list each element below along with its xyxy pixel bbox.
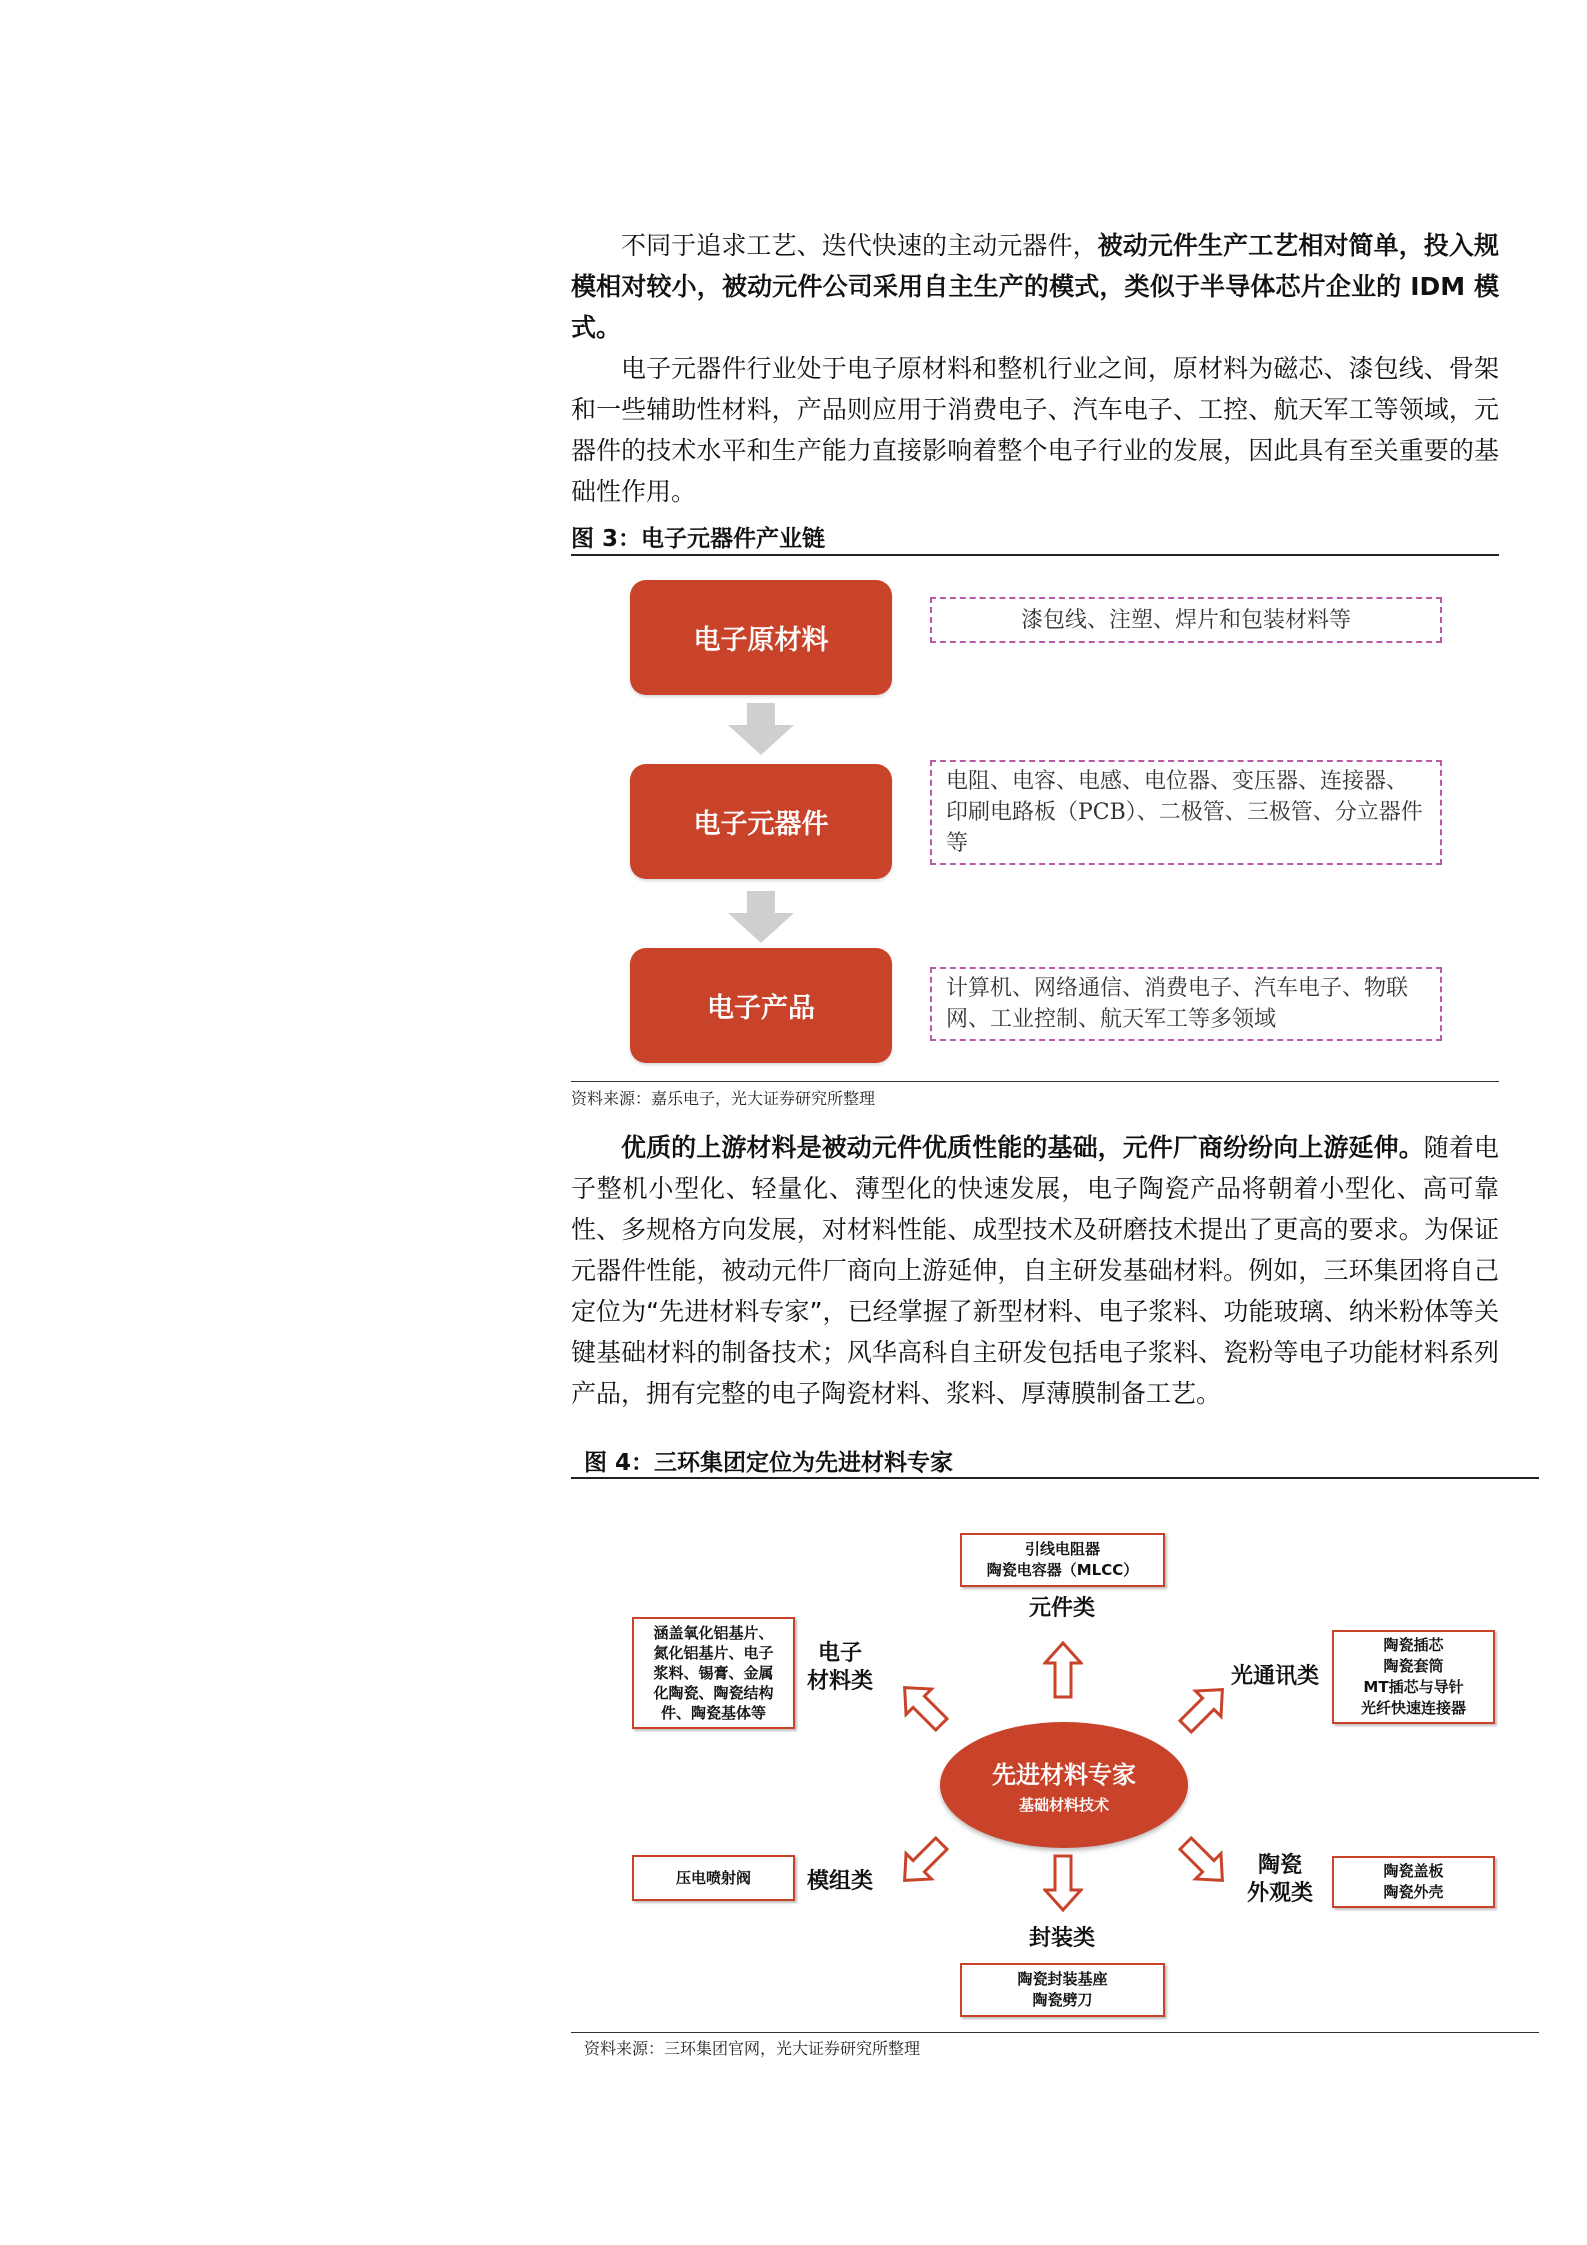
packaging-label: 封装类 xyxy=(1028,1926,1095,1951)
figure-4-source: 资料来源：三环集团官网，光大证券研究所整理 xyxy=(584,2039,921,2058)
optical-items: 陶瓷插芯 陶瓷套筒 MT插芯与导针 光纤快速连接器 xyxy=(1360,1636,1466,1717)
components-items: 引线电阻器 陶瓷电容器（MLCC） xyxy=(986,1540,1139,1579)
chain-stage-raw-materials: 电子原材料 xyxy=(630,580,892,695)
materials-items-box xyxy=(632,1617,795,1729)
appearance-label: 陶瓷 外观类 xyxy=(1246,1853,1313,1906)
module-label: 模组类 xyxy=(806,1869,873,1894)
paragraph-1-bold: 被动元件生产工艺相对简单，投入规模相对较小，被动元件公司采用自主生产的模式，类似于半导体芯片企业的 IDM 模式。 xyxy=(571,231,1499,342)
figure-4-top-rule xyxy=(571,1477,1539,1479)
appearance-items-box xyxy=(1332,1856,1495,1908)
chain-stage-components: 电子元器件 xyxy=(630,764,892,879)
paragraph-1 xyxy=(571,225,1499,348)
paragraph-2: 电子元器件行业处于电子原材料和整机行业之间，原材料为磁芯、漆包线、骨架和一些辅助性材料，产品则应用于消费电子、汽车电子、工控、航天军工等领域，元器件的技术水平和生产能力直接影响着整个电子行业的发展，因此具有至关重要的基础性作用。 xyxy=(571,354,1499,506)
module-items: 压电喷射阀 xyxy=(675,1868,751,1887)
paragraph-3 xyxy=(571,1127,1499,1414)
components-items-box xyxy=(960,1533,1165,1587)
arrow-upper-left xyxy=(895,1678,951,1734)
module-items-box xyxy=(632,1855,795,1901)
center-title: 先进材料专家 xyxy=(992,1761,1136,1789)
arrow-down xyxy=(1043,1854,1083,1912)
down-arrow-1 xyxy=(728,703,794,755)
packaging-items: 陶瓷封装基座 陶瓷劈刀 xyxy=(1017,1970,1108,2009)
figure-4-bottom-rule xyxy=(571,2032,1539,2033)
materials-label: 电子 材料类 xyxy=(806,1641,873,1694)
arrow-up xyxy=(1043,1641,1083,1699)
down-arrow-2 xyxy=(728,891,794,943)
appearance-items: 陶瓷盖板 陶瓷外壳 xyxy=(1383,1862,1444,1901)
optical-items-box xyxy=(1332,1630,1495,1724)
optical-label: 光通讯类 xyxy=(1230,1664,1319,1689)
chain-stage-products: 电子产品 xyxy=(630,948,892,1063)
figure-4-title: 图 4：三环集团定位为先进材料专家 xyxy=(584,1450,954,1476)
figure-3-bottom-rule xyxy=(571,1081,1499,1082)
chain-detail-components: 电阻、电容、电感、电位器、变压器、连接器、印刷电路板（PCB）、二极管、三极管、分立器件等 xyxy=(930,760,1442,865)
paragraph-3-normal: 随着电子整机小型化、轻量化、薄型化的快速发展，电子陶瓷产品将朝着小型化、高可靠性、多规格方向发展，对材料性能、成型技术及研磨技术提出了更高的要求。为保证元器件性能，被动元件厂商向上游延伸，自主研发基础材料。例如，三环集团将自己定位为“先进材料专家”，已经掌握了新型材料、电子浆料、功能玻璃、纳米粉体等关键基础材料的制备技术；风华高科自主研发包括电子浆料、瓷粉等电子功能材料系列产品，拥有完整的电子陶瓷材料、浆料、厚薄膜制备工艺。 xyxy=(571,1133,1499,1408)
chain-detail-raw-materials: 漆包线、注塑、焊片和包装材料等 xyxy=(930,597,1442,643)
materials-items: 涵盖氧化铝基片、 氮化铝基片、电子 浆料、锡膏、金属 化陶瓷、陶瓷结构 件、陶瓷基体等 xyxy=(653,1624,774,1722)
arrow-lower-right xyxy=(1176,1834,1232,1890)
chain-detail-products: 计算机、网络通信、消费电子、汽车电子、物联网、工业控制、航天军工等多领域 xyxy=(930,967,1442,1041)
paragraph-1-normal: 不同于追求工艺、迭代快速的主动元器件， xyxy=(621,231,1098,260)
packaging-items-box xyxy=(960,1963,1165,2017)
center-ellipse xyxy=(940,1722,1188,1848)
figure-3-title: 图 3：电子元器件产业链 xyxy=(571,526,826,552)
components-label: 元件类 xyxy=(1028,1596,1095,1621)
arrow-upper-right xyxy=(1176,1680,1232,1736)
figure-3-top-rule xyxy=(571,554,1499,556)
figure-3-source: 资料来源：嘉乐电子，光大证券研究所整理 xyxy=(571,1089,876,1108)
paragraph-3-bold: 优质的上游材料是被动元件优质性能的基础，元件厂商纷纷向上游延伸。 xyxy=(621,1133,1424,1162)
center-subtitle: 基础材料技术 xyxy=(1018,1796,1109,1814)
arrow-lower-left xyxy=(895,1834,951,1890)
